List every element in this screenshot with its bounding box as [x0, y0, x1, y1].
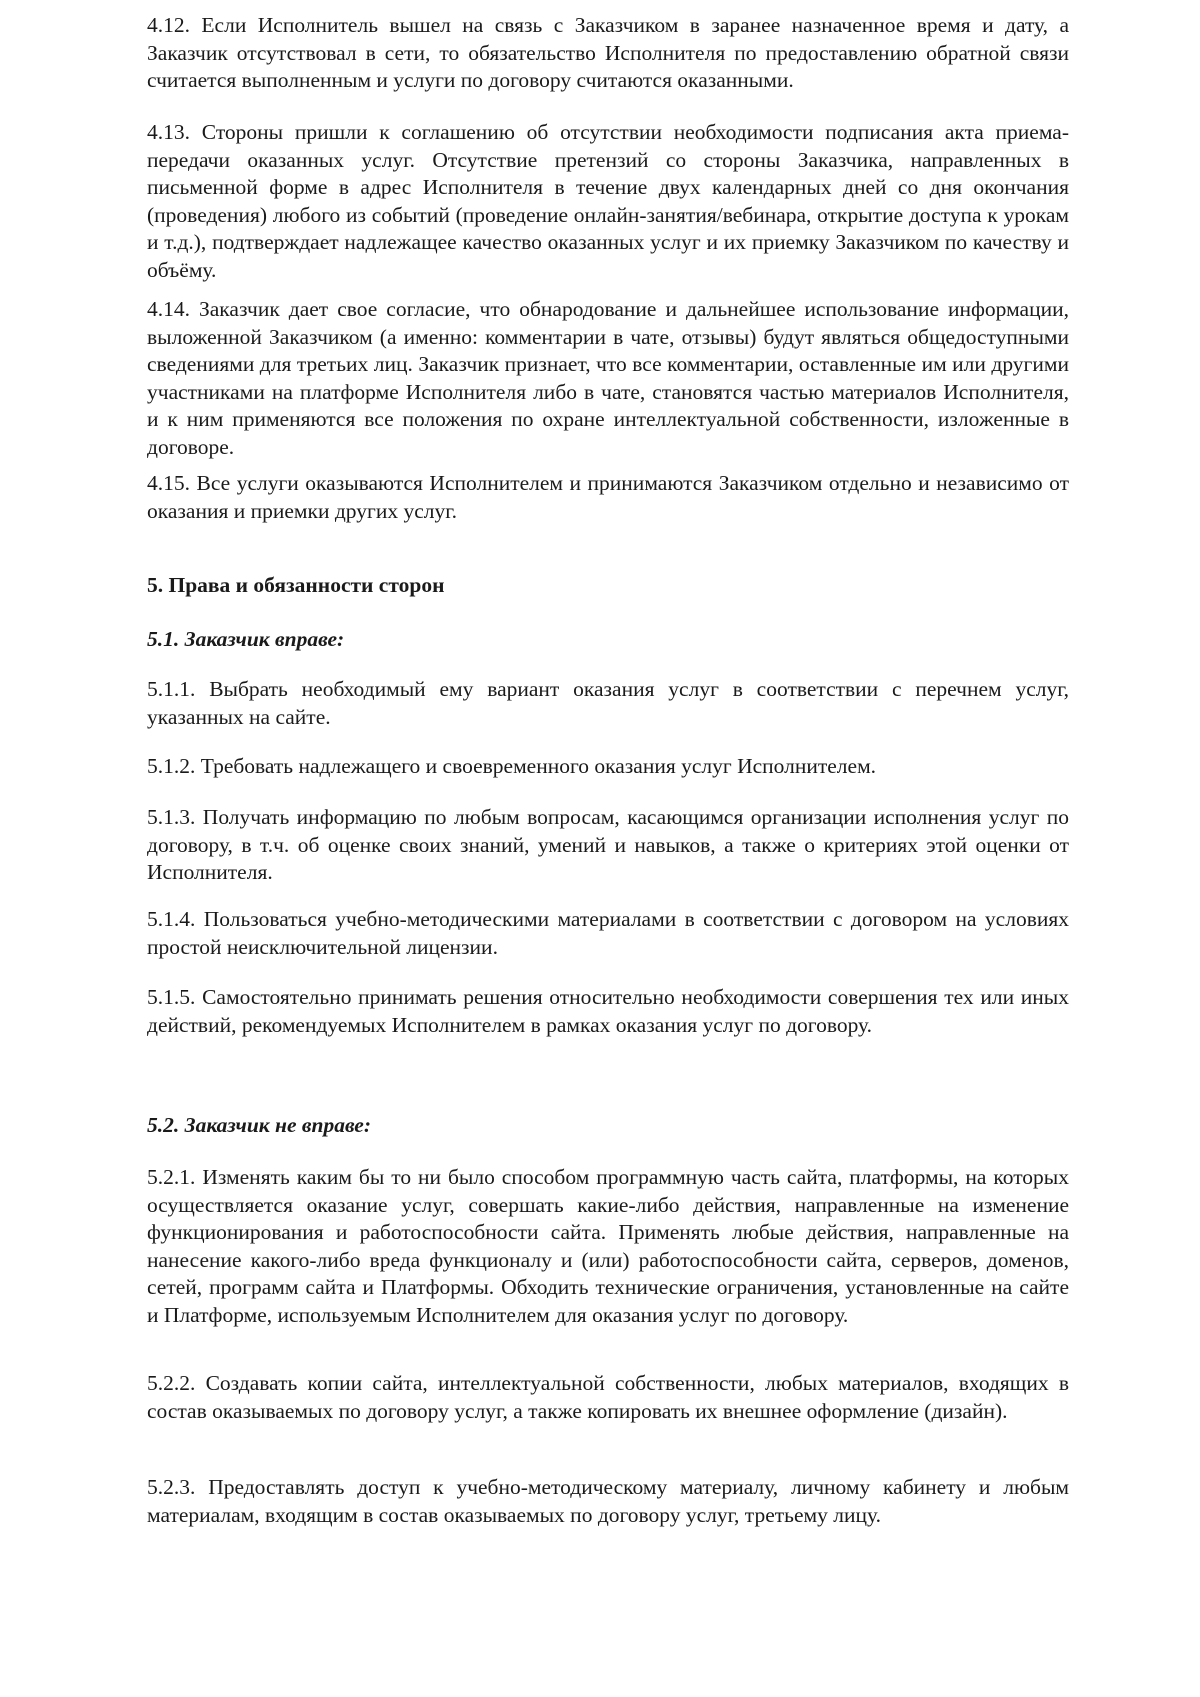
clause-5-2-3: 5.2.3. Предоставлять доступ к учебно-методическому материалу, личному кабинету и любым материалам, входящим в состав оказываемых по договору услуг, третьему лицу.	[147, 1475, 1069, 1527]
clause-4-12: 4.12. Если Исполнитель вышел на связь с Заказчиком в заранее назначенное время и дату, а Заказчик отсутствовал в сети, то обязательство Исполнителя по предоставлению обратной связи считается выполненным и услуги по договору считаются оказанными.	[147, 13, 1069, 92]
clause-4-13: 4.13. Стороны пришли к соглашению об отсутствии необходимости подписания акта приема-передачи оказанных услуг. Отсутствие претензий со стороны Заказчика, направленных в письменной форме в адрес Исполнителя в течение двух календарных дней со дня окончания (проведения) любого из событий (проведение онлайн-занятия/вебинара, открытие доступа к урокам и т.д.), подтверждает надлежащее качество оказанных услуг и их приемку Заказчиком по качеству и объёму.	[147, 120, 1069, 282]
clause-5-1-4: 5.1.4. Пользоваться учебно-методическими материалами в соответствии с договором на условиях простой неисключительной лицензии.	[147, 907, 1069, 959]
clause-5-1-2: 5.1.2. Требовать надлежащего и своевременного оказания услуг Исполнителем.	[147, 754, 877, 778]
clause-4-14: 4.14. Заказчик дает свое согласие, что обнародование и дальнейшее использование информации, выложенной Заказчиком (а именно: комментарии в чате, отзывы) будут являться общедоступными сведениями для третьих лиц. Заказчик признает, что все комментарии, оставленные им или другими участниками на платформе Исполнителя либо в чате, становятся частью материалов Исполнителя, и к ним применяются все положения по охране интеллектуальной собственности, изложенные в договоре.	[147, 297, 1069, 459]
subsection-5-2-title: 5.2. Заказчик не вправе:	[147, 1113, 372, 1137]
subsection-5-1-title: 5.1. Заказчик вправе:	[147, 627, 345, 651]
clause-4-15: 4.15. Все услуги оказываются Исполнителем и принимаются Заказчиком отдельно и независимо от оказания и приемки других услуг.	[147, 471, 1069, 523]
clause-5-1-3: 5.1.3. Получать информацию по любым вопросам, касающимся организации исполнения услуг по договору, в т.ч. об оценке своих знаний, умений и навыков, а также о критериях этой оценки от Исполнителя.	[147, 805, 1069, 884]
clause-5-2-2: 5.2.2. Создавать копии сайта, интеллектуальной собственности, любых материалов, входящих в состав оказываемых по договору услуг, а также копировать их внешнее оформление (дизайн).	[147, 1371, 1069, 1423]
clause-5-1-1: 5.1.1. Выбрать необходимый ему вариант оказания услуг в соответствии с перечнем услуг, указанных на сайте.	[147, 677, 1069, 729]
clause-5-1-5: 5.1.5. Самостоятельно принимать решения относительно необходимости совершения тех или иных действий, рекомендуемых Исполнителем в рамках оказания услуг по договору.	[147, 985, 1069, 1037]
section-5-title: 5. Права и обязанности сторон	[147, 573, 445, 597]
clause-5-2-1: 5.2.1. Изменять каким бы то ни было способом программную часть сайта, платформы, на которых осуществляется оказание услуг, совершать какие-либо действия, направленные на изменение функционирования и работоспособности сайта. Применять любые действия, направленные на нанесение какого-либо вреда функционалу и (или) работоспособности сайта, серверов, доменов, сетей, программ сайта и Платформы. Обходить технические ограничения, установленные на сайте и Платформе, используемым Исполнителем для оказания услуг по договору.	[147, 1165, 1069, 1327]
